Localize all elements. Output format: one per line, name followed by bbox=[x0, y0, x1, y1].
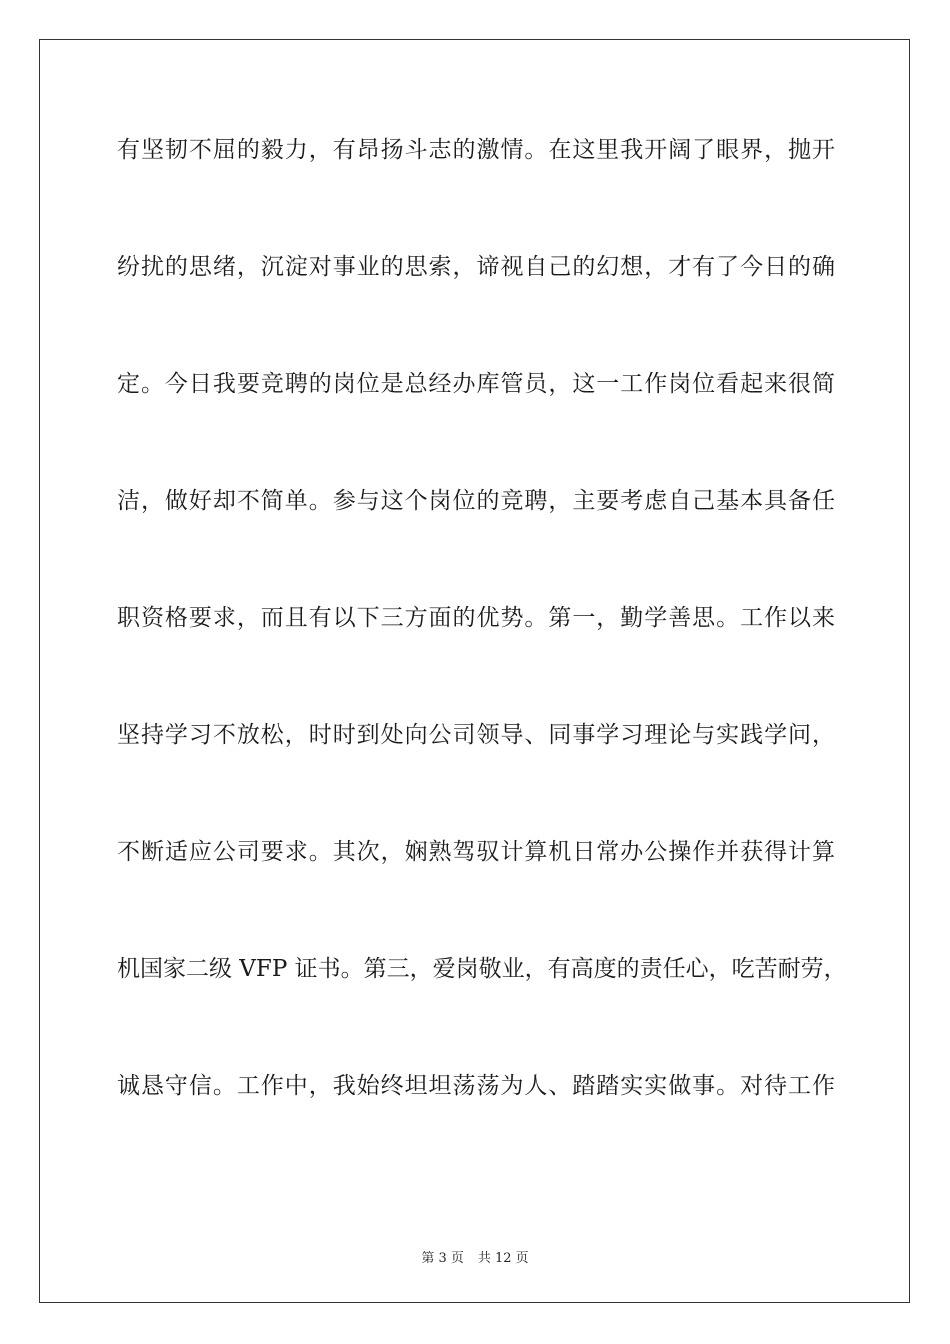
text-line: 不断适应公司要求。其次，娴熟驾驭计算机日常办公操作并获得计算 bbox=[117, 839, 835, 865]
text-line: 诚恳守信。工作中，我始终坦坦荡荡为人、踏踏实实做事。对待工作 bbox=[117, 1073, 835, 1099]
page-total: 共 12 页 bbox=[477, 1251, 529, 1266]
text-line: 纷扰的思绪，沉淀对事业的思索，谛视自己的幻想，才有了今日的确 bbox=[117, 254, 835, 280]
text-line: 机国家二级 VFP 证书。第三，爱岗敬业，有高度的责任心，吃苦耐劳， bbox=[117, 956, 847, 982]
page-footer bbox=[0, 1247, 950, 1266]
text-line: 洁，做好却不简单。参与这个岗位的竞聘，主要考虑自己基本具备任 bbox=[117, 488, 835, 514]
document-body bbox=[117, 128, 847, 1181]
text-line: 坚持学习不放松，时时到处向公司领导、同事学习理论与实践学问， bbox=[117, 722, 835, 748]
text-line: 职资格要求，而且有以下三方面的优势。第一，勤学善思。工作以来 bbox=[117, 605, 835, 631]
text-line: 定。今日我要竞聘的岗位是总经办库管员，这一工作岗位看起来很简 bbox=[117, 371, 835, 397]
text-line: 有坚韧不屈的毅力，有昂扬斗志的激情。在这里我开阔了眼界，抛开 bbox=[117, 137, 835, 163]
page-number: 第 3 页 bbox=[421, 1251, 464, 1266]
